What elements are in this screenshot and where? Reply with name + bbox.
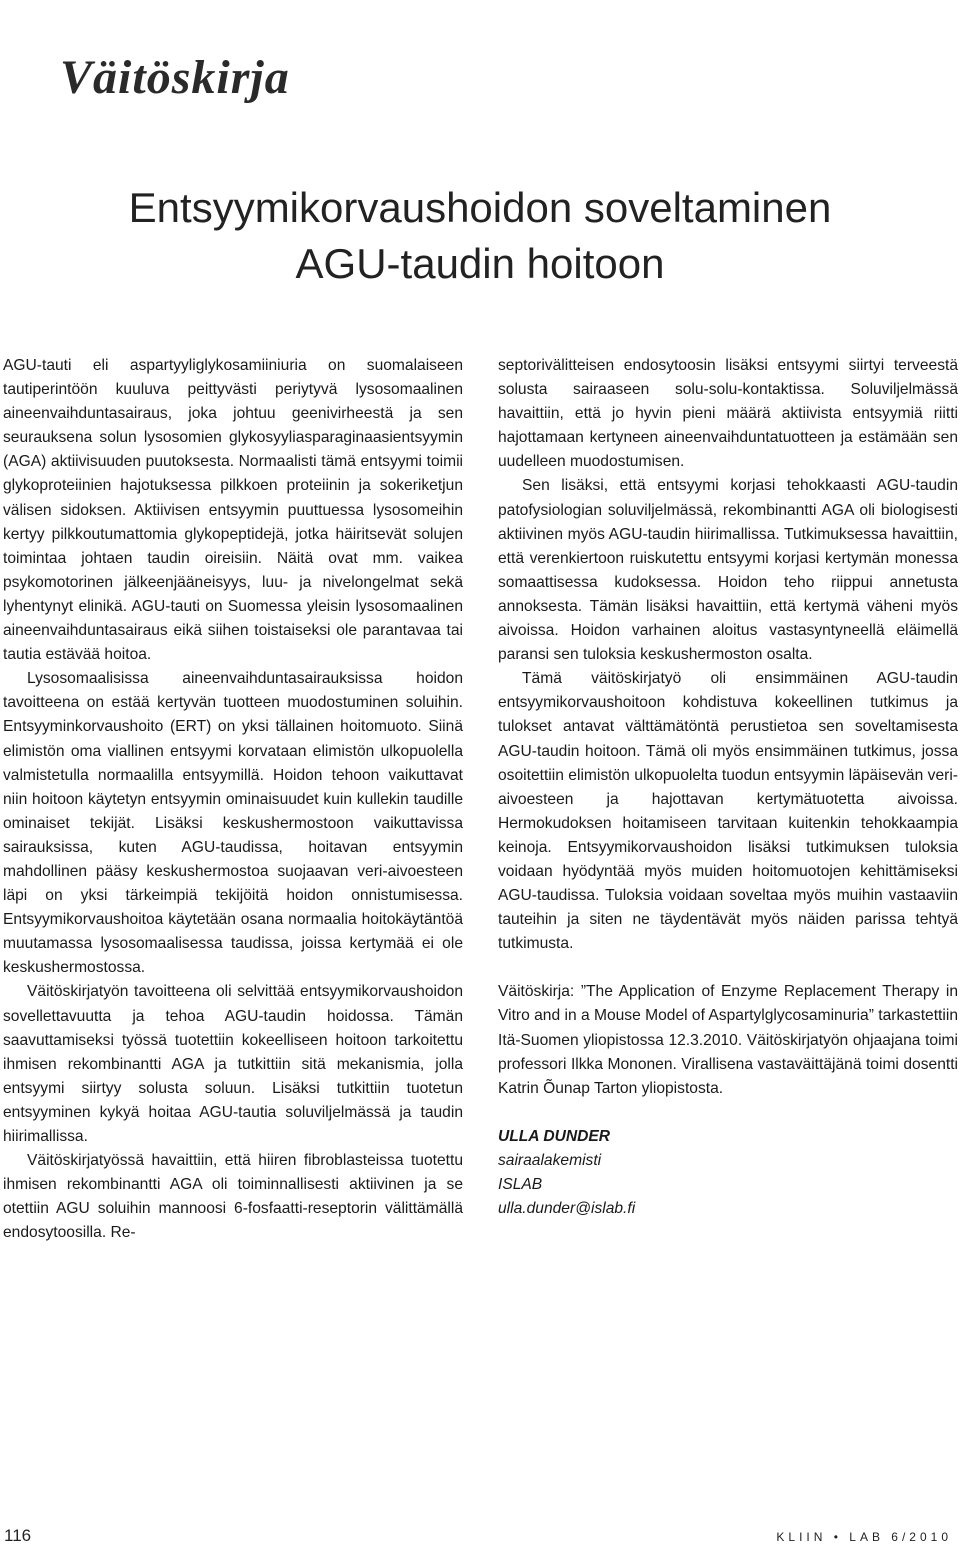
title-line-2: AGU-taudin hoitoon [295, 240, 665, 287]
paragraph: Väitöskirjatyön tavoitteena oli selvittää entsyymikorvaushoidon sovellettavuutta ja tehoa AGU-taudin hoidossa. Tämän saavuttamiseksi työssä tuotettiin kokeelliseen hoitoon tarkoitettu ihmisen rekombinantti AGA ja tutkittiin sitä mekanismia, jolla entsyymi siirtyy solusta soluun. Lisäksi tutkittiin tuotetun entsyyminen kykyä hoitaa AGU-tautia soluviljelmässä ja taudin hiirimallissa. [3, 983, 463, 1145]
author-block [498, 1125, 958, 1221]
page-number: 116 [4, 1526, 32, 1545]
paragraph: Sen lisäksi, että entsyymi korjasi tehokkaasti AGU-taudin patofysiologian soluviljelmässä, rekombinantti AGA oli biologisesti aktiivinen myös AGU-taudin hiirimallissa. Tutkimuksessa havaittiin, että verenkiertoon ruiskutettu entsyymi korjasi kertymän monessa somaattisessa kudoksessa. Hoidon teho riippui annetusta annoksesta. Tämän lisäksi havaittiin, että kertymä väheni myös aivoissa. Hoidon varhainen aloitus vastasyntyneellä eläimellä paransi sen tuloksia keskushermoston osalta. [498, 477, 958, 664]
magazine-name: KLIIN • LAB 6/2010 [776, 1530, 952, 1544]
author-email: ulla.dunder@islab.fi [498, 1200, 636, 1218]
right-column [498, 354, 958, 1221]
paragraph: Väitöskirjatyössä havaittiin, että hiiren fibroblasteissa tuotettu ihmisen rekombinantti AGA oli toiminnallisesti aktiivinen ja se otettiin AGU soluihin mannoosi 6-fosfaatti-reseptorin välittämällä endosytoosilla. Re- [3, 1152, 463, 1242]
author-org: ISLAB [498, 1176, 543, 1193]
paragraph: AGU-tauti eli aspartyyliglykosamiiniuria on suomalaiseen tautiperintöön kuuluva peittyvästi periytyvä lysosomaalinen aineenvaihduntasairaus, joka johtuu geenivirheestä ja sen seurauksena solun lysosomien glykosyyliasparaginaasientsyymin (AGA) aktiivisuuden puutoksesta. Normaalisti tämä entsyymi toimii glykoproteiinien hajotuksessa pilkkoen proteiinin ja sokeriketjun välisen sidoksen. Aktiivisen entsyymin puuttuessa lysosomeihin kertyy pilkkoutumattomia glykopeptidejä, jotka häiritsevät solujen toimintaa johtaen taudin oireisiin. Näitä ovat mm. vaikea psykomotorinen jälkeenjääneisyys, luu- ja nivelongelmat sekä lyhentynyt elinikä. AGU-tauti on Suomessa yleisin lysosomaalinen aineenvaihduntasairaus eikä siihen toistaiseksi ole parantavaa tai tautia estävää hoitoa. [3, 357, 463, 664]
left-column [3, 354, 463, 1245]
article-title [0, 180, 960, 292]
dissertation-info: Väitöskirja: ”The Application of Enzyme Replacement Therapy in Vitro and in a Mouse Model of Aspartylglycosaminuria” tarkastettiin Itä-Suomen yliopistossa 12.3.2010. Väitöskirjatyön ohjaajana toimi professori Ilkka Mononen. Virallisena vastaväittäjänä toimi dosentti Katrin Õunap Tarton yliopistosta. [498, 983, 958, 1097]
paragraph: septorivälitteisen endosytoosin lisäksi entsyymi siirtyi terveestä solusta sairaaseen solu-solu-kontaktissa. Soluviljelmässä havaittiin, että jo hyvin pieni määrä aktiivista entsyymiä riitti hajottamaan kertyneen aineenvaihduntatuotteen ja estämään sen uudelleen muodostumisen. [498, 357, 958, 471]
author-name: ULLA DUNDER [498, 1127, 611, 1145]
paragraph: Lysosomaalisissa aineenvaihduntasairauksissa hoidon tavoitteena on estää kertyvän tuotteen muodostuminen soluihin. Entsyyminkorvaushoito (ERT) on yksi tällainen hoitomuoto. Siinä elimistön oma viallinen entsyymi korvataan elimistön ulkopuolella valmistetulla normaalilla entsyymillä. Hoidon tehoon vaikuttavat niin hoitoon käytetyn entsyymin ominaisuudet kuin kullekin taudille ominaiset tekijät. Lisäksi keskushermostoon vaikuttavissa sairauksissa, kuten AGU-taudissa, hoitavan entsyymin mahdollinen pääsy keskushermostoa suojaavan veri-aivoesteen läpi on yksi tärkeimpiä tekijöitä hoidon onnistumisessa. Entsyymikorvaushoitoa käytetään osana normaalia hoitokäytäntöä muutamassa lysosomaalisessa taudissa, joissa kertymää ei ole keskushermostossa. [3, 670, 463, 977]
title-line-1: Entsyymikorvaushoidon soveltaminen [128, 184, 832, 231]
paragraph: Tämä väitöskirjatyö oli ensimmäinen AGU-taudin entsyymikorvaushoitoon kohdistuva kokeellinen tutkimus ja tulokset antavat välttämätöntä perustietoa sen soveltamisesta AGU-taudin hoitoon. Tämä oli myös ensimmäinen tutkimus, jossa osoitettiin elimistön ulkopuolelta tuodun entsyymin läpäisevän veri-aivoesteen ja hajottavan kertymätuotetta aivoissa. Hermokudoksen hoitamiseen tarvitaan kuitenkin tehokkaampia keinoja. Entsyymikorvaushoidon lisäksi tutkimuksen tuloksia voidaan hyödyntää myös muiden hoitomuotojen kehittämiseksi AGU-taudissa. Tuloksia voidaan soveltaa myös muihin vastaaviin tauteihin ja siten ne täydentävät myös näiden parissa tehtyä tutkimusta. [498, 670, 958, 953]
author-title: sairaalakemisti [498, 1151, 602, 1169]
section-label: Väitöskirja [60, 51, 290, 104]
